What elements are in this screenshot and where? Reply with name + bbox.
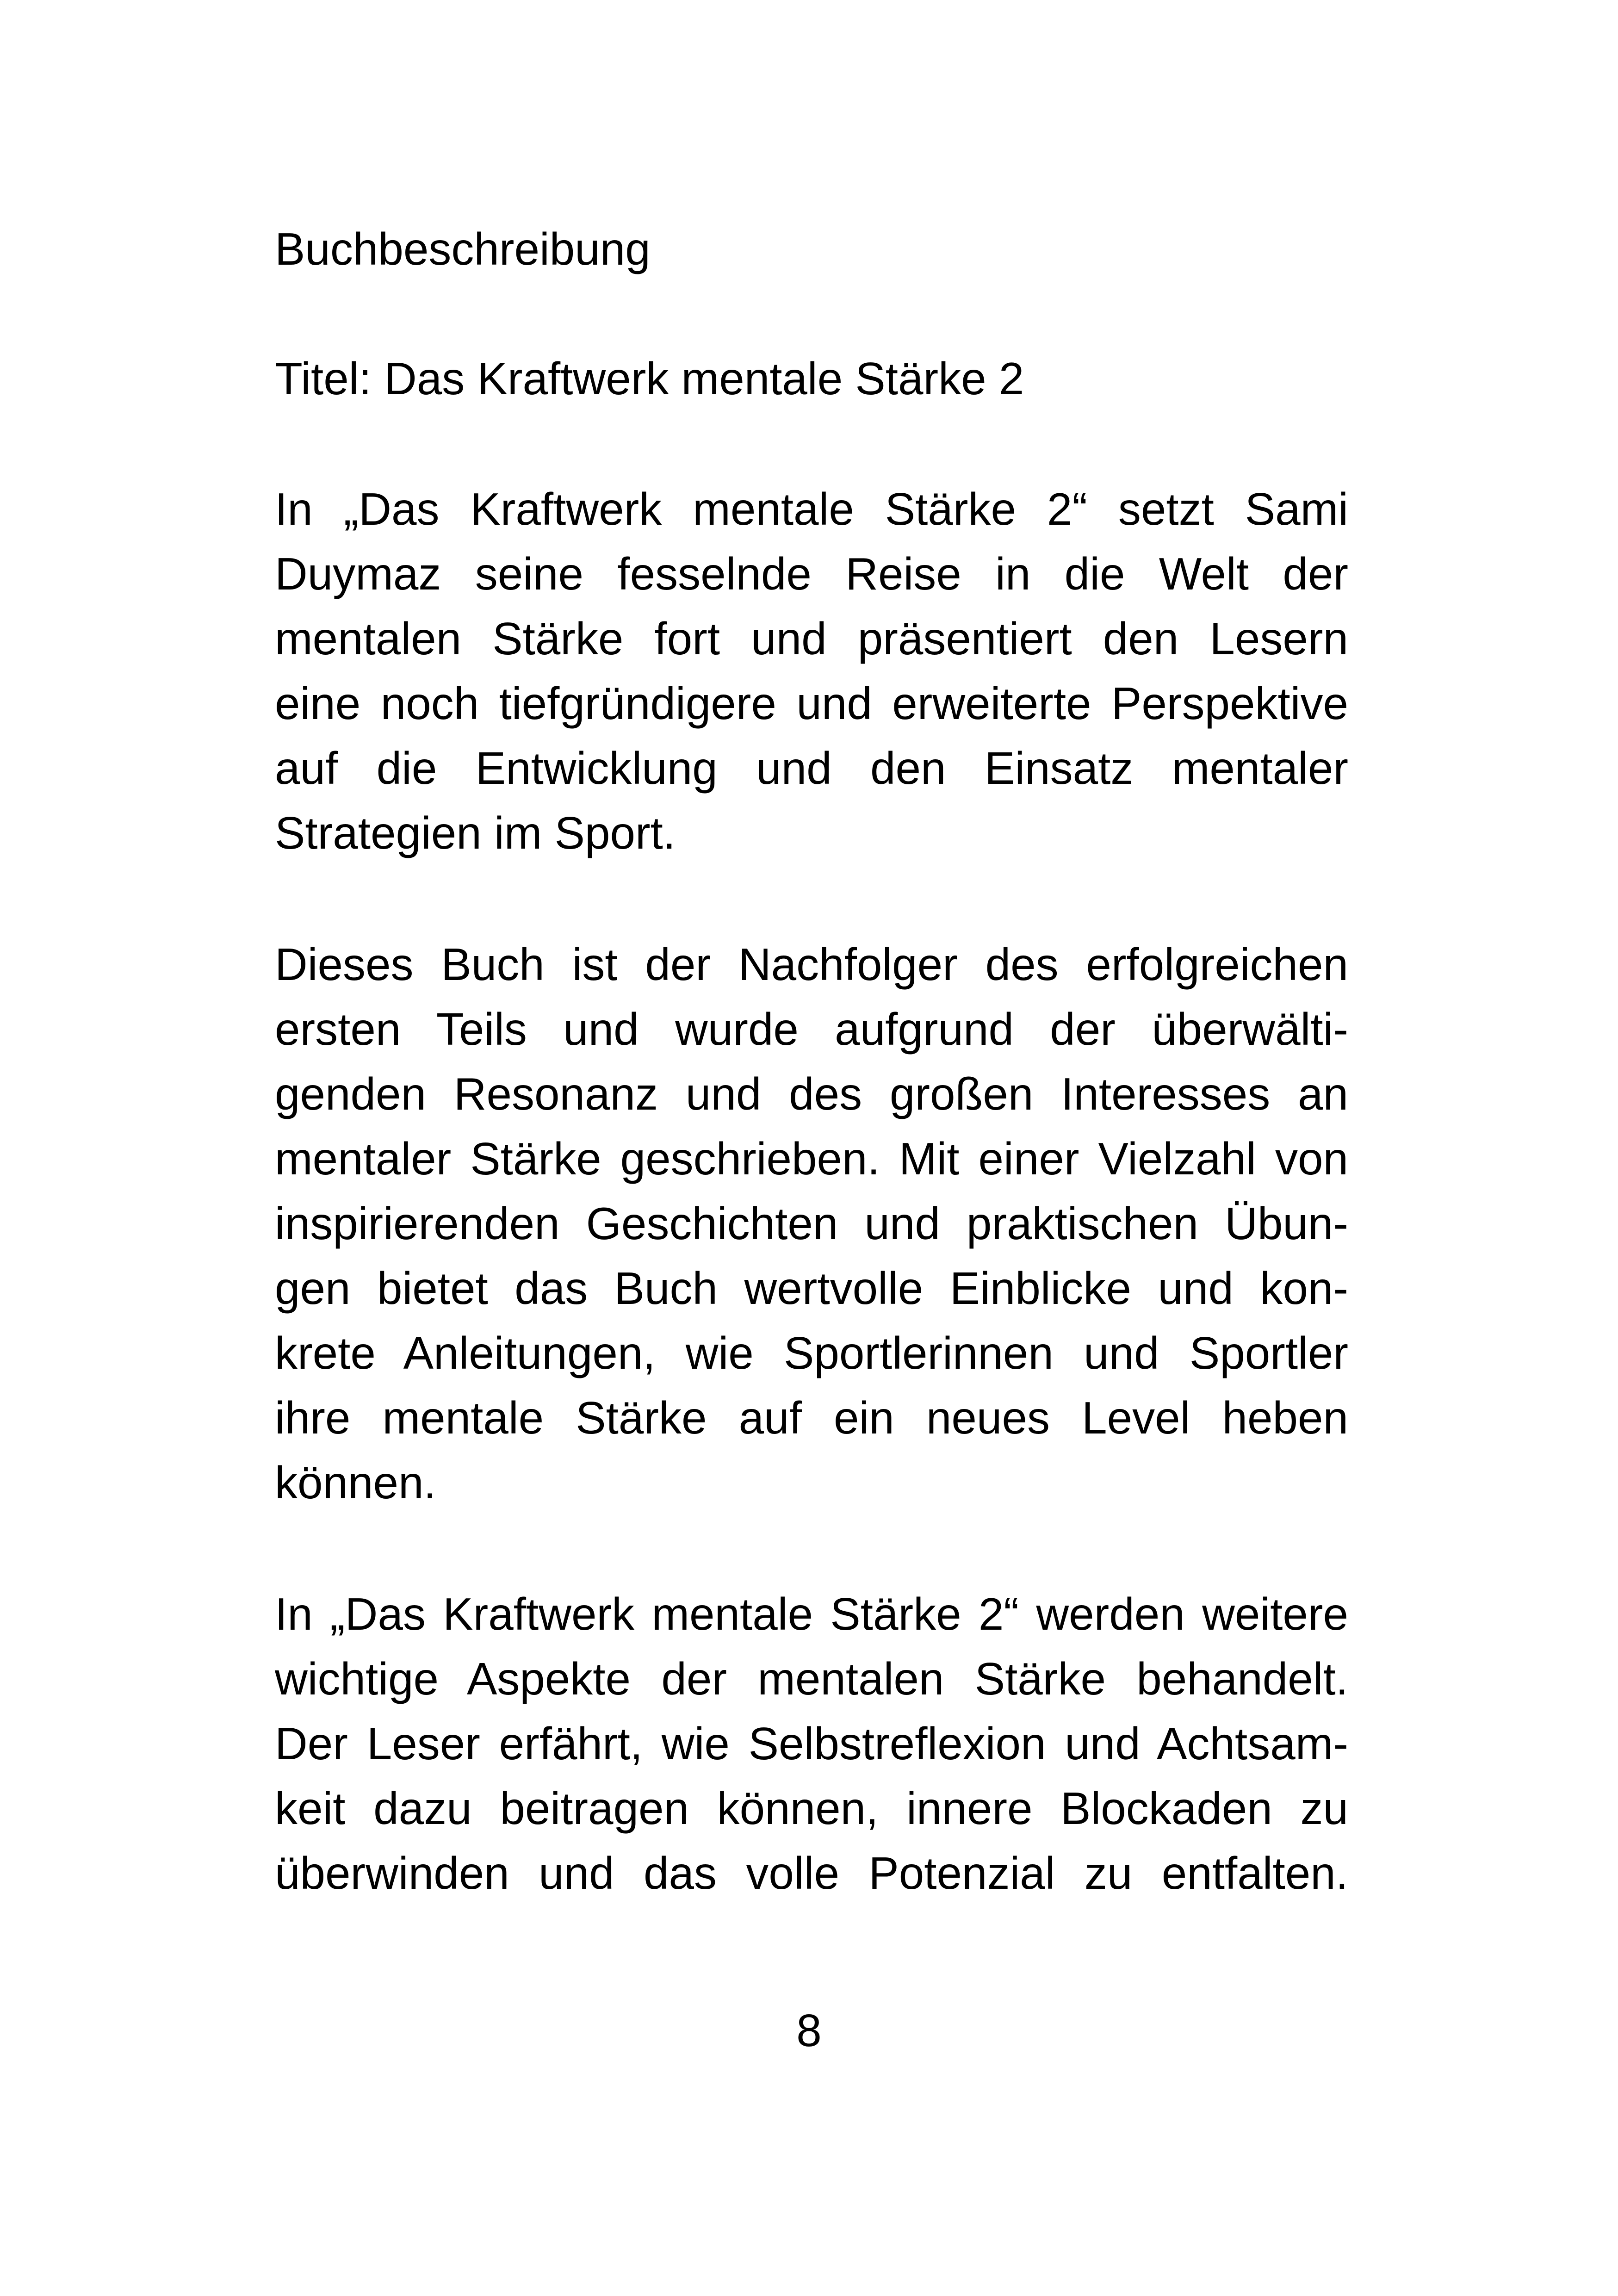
paragraph-line: genden Resonanz und des großen Interesses an	[275, 1068, 1348, 1119]
paragraph-line: mentalen Stärke fort und präsentiert den Lesern	[275, 613, 1348, 664]
paragraph-line: Strategien im Sport.	[275, 807, 676, 858]
paragraph-line: auf die Entwicklung und den Einsatz mentaler	[275, 743, 1348, 794]
paragraph-line: ersten Teils und wurde aufgrund der überwälti-	[275, 1004, 1348, 1055]
paragraph-1	[275, 477, 1348, 865]
paragraph-2	[275, 932, 1348, 1515]
heading-text: Buchbeschreibung	[275, 223, 651, 274]
paragraph-line: In „Das Kraftwerk mentale Stärke 2“ setzt Sami	[275, 484, 1348, 534]
book-title	[275, 346, 1348, 411]
paragraph-line: Dieses Buch ist der Nachfolger des erfolgreichen	[275, 939, 1348, 990]
paragraph-line: Der Leser erfährt, wie Selbstreflexion und Achtsam-	[275, 1718, 1348, 1769]
section-heading	[275, 217, 1348, 281]
paragraph-line: Duymaz seine fesselnde Reise in die Welt der	[275, 548, 1348, 599]
paragraph-3	[275, 1582, 1348, 1905]
paragraph-line: krete Anleitungen, wie Sportlerinnen und Sportler	[275, 1328, 1348, 1378]
paragraph-line: überwinden und das volle Potenzial zu entfalten.	[275, 1848, 1348, 1899]
title-text: Titel: Das Kraftwerk mentale Stärke 2	[275, 353, 1024, 404]
paragraph-line: mentaler Stärke geschrieben. Mit einer Vielzahl von	[275, 1133, 1348, 1184]
paragraph-line: können.	[275, 1457, 436, 1508]
paragraph-line: eine noch tiefgründigere und erweiterte Perspektive	[275, 678, 1348, 729]
paragraph-line: In „Das Kraftwerk mentale Stärke 2“ werden weitere	[275, 1589, 1348, 1639]
paragraph-line: ihre mentale Stärke auf ein neues Level heben	[275, 1392, 1348, 1443]
page-number: 8	[796, 2005, 822, 2056]
paragraph-line: wichtige Aspekte der mentalen Stärke behandelt.	[275, 1653, 1348, 1704]
paragraph-line: gen bietet das Buch wertvolle Einblicke und kon-	[275, 1263, 1348, 1314]
paragraph-line: inspirierenden Geschichten und praktischen Übun-	[275, 1198, 1348, 1249]
paragraph-line: keit dazu beitragen können, innere Blockaden zu	[275, 1783, 1348, 1834]
